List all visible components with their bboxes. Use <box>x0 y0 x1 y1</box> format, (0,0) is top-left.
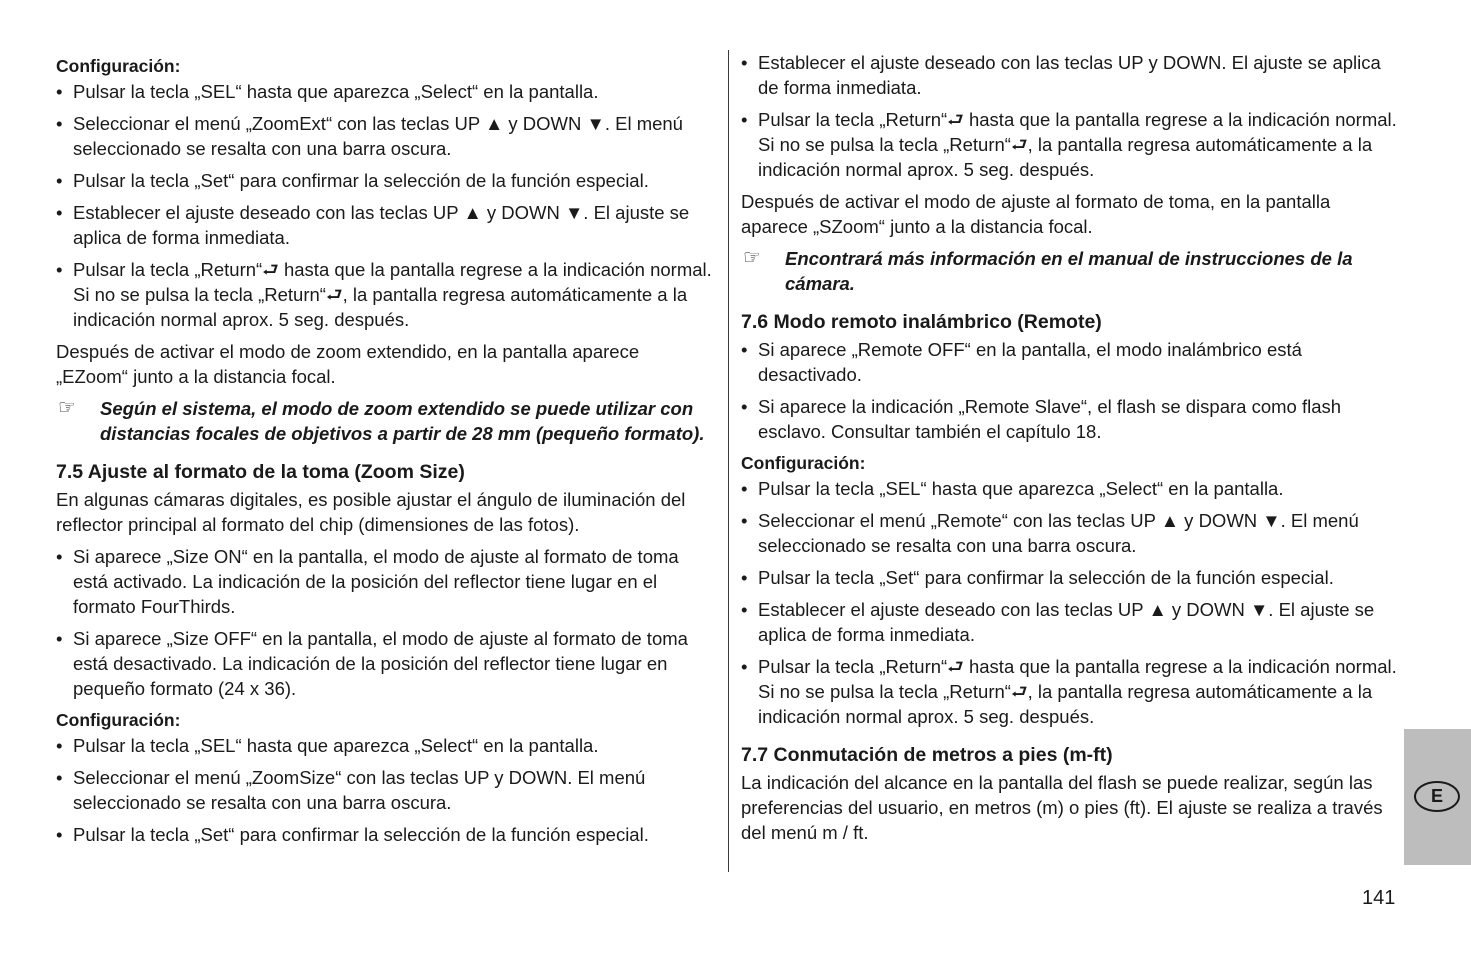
pointing-hand-icon: ☞ <box>743 247 761 269</box>
section-intro-7-5: En algunas cámaras digitales, es posible ajustar el ángulo de iluminación del reflector principal al formato del chip (dimensiones de las fotos). <box>56 489 686 535</box>
right-column <box>741 50 1401 852</box>
list-item: • Pulsar la tecla „SEL“ hasta que aparezca „Select“ en la pantalla. <box>56 733 716 758</box>
list-item: • Si aparece la indicación „Remote Slave“, el flash se dispara como flash esclavo. Consultar también el capítulo 18. <box>741 394 1401 444</box>
note-block <box>56 396 716 446</box>
list-item: • Seleccionar el menú „ZoomExt“ con las teclas UP ▲ y DOWN ▼. El menú seleccionado se resalta con una barra oscura. <box>56 111 716 161</box>
list-item: • Si aparece „Size ON“ en la pantalla, el modo de ajuste al formato de toma está activado. La indicación de la posición del reflector tiene lugar en el formato FourThirds. <box>56 544 716 619</box>
pointing-hand-icon: ☞ <box>58 397 76 419</box>
list-item: • Pulsar la tecla „Return“⮐ hasta que la pantalla regrese a la indicación normal. Si no se pulsa la tecla „Return“⮐, la pantalla regresa automáticamente a la indicación normal aprox. 5 seg. después. <box>741 654 1401 729</box>
config-label: Configuración: <box>56 56 181 76</box>
config-label: Configuración: <box>741 453 866 473</box>
config-steps-zoomsize-continued <box>741 50 1401 182</box>
list-item: • Pulsar la tecla „Return“⮐ hasta que la pantalla regrese a la indicación normal. Si no se pulsa la tecla „Return“⮐, la pantalla regresa automáticamente a la indicación normal aprox. 5 seg. después. <box>741 107 1401 182</box>
note-text: Encontrará más información en el manual de instrucciones de la cámara. <box>785 248 1353 294</box>
list-item: • Pulsar la tecla „Return“⮐ hasta que la pantalla regrese a la indicación normal. Si no se pulsa la tecla „Return“⮐, la pantalla regresa automáticamente a la indicación normal aprox. 5 seg. después. <box>56 257 716 332</box>
list-item: • Pulsar la tecla „SEL“ hasta que aparezca „Select“ en la pantalla. <box>56 79 716 104</box>
section-heading-7-5: 7.5 Ajuste al formato de la toma (Zoom Size) <box>56 461 465 483</box>
remote-states <box>741 337 1401 444</box>
config-steps-zoomsize <box>56 733 716 847</box>
note-text: Según el sistema, el modo de zoom extendido se puede utilizar con distancias focales de objetivos a partir de 28 mm (pequeño formato). <box>100 398 705 444</box>
list-item: • Establecer el ajuste deseado con las teclas UP y DOWN. El ajuste se aplica de forma inmediata. <box>741 50 1401 100</box>
language-tab <box>1404 729 1471 865</box>
config-steps-remote <box>741 476 1401 729</box>
zoomsize-result-text: Después de activar el modo de ajuste al formato de toma, en la pantalla aparece „SZoom“ junto a la distancia focal. <box>741 191 1331 237</box>
list-item: • Pulsar la tecla „Set“ para confirmar la selección de la función especial. <box>56 822 716 847</box>
left-column <box>56 50 716 854</box>
list-item: • Pulsar la tecla „SEL“ hasta que aparezca „Select“ en la pantalla. <box>741 476 1401 501</box>
zoomext-result-text: Después de activar el modo de zoom extendido, en la pantalla aparece „EZoom“ junto a la distancia focal. <box>56 341 640 387</box>
list-item: • Si aparece „Remote OFF“ en la pantalla, el modo inalámbrico está desactivado. <box>741 337 1401 387</box>
list-item: • Pulsar la tecla „Set“ para confirmar la selección de la función especial. <box>56 168 716 193</box>
language-badge: E <box>1414 781 1460 812</box>
config-label: Configuración: <box>56 710 181 730</box>
list-item: • Establecer el ajuste deseado con las teclas UP ▲ y DOWN ▼. El ajuste se aplica de forma inmediata. <box>56 200 716 250</box>
zoom-size-states <box>56 544 716 701</box>
list-item: • Si aparece „Size OFF“ en la pantalla, el modo de ajuste al formato de toma está desactivado. La indicación de la posición del reflector tiene lugar en pequeño formato (24 x 36). <box>56 626 716 701</box>
config-steps-zoomext <box>56 79 716 332</box>
list-item: • Establecer el ajuste deseado con las teclas UP ▲ y DOWN ▼. El ajuste se aplica de forma inmediata. <box>741 597 1401 647</box>
note-block <box>741 246 1401 296</box>
section-text-7-7: La indicación del alcance en la pantalla del flash se puede realizar, según las preferencias del usuario, en metros (m) o pies (ft). El ajuste se realiza a través del menú m / ft. <box>741 772 1383 843</box>
list-item: • Pulsar la tecla „Set“ para confirmar la selección de la función especial. <box>741 565 1401 590</box>
column-divider <box>728 50 729 872</box>
section-heading-7-6: 7.6 Modo remoto inalámbrico (Remote) <box>741 311 1102 333</box>
page-number: 141 <box>1362 887 1396 909</box>
section-heading-7-7: 7.7 Conmutación de metros a pies (m-ft) <box>741 744 1113 766</box>
list-item: • Seleccionar el menú „ZoomSize“ con las teclas UP y DOWN. El menú seleccionado se resalta con una barra oscura. <box>56 765 716 815</box>
list-item: • Seleccionar el menú „Remote“ con las teclas UP ▲ y DOWN ▼. El menú seleccionado se resalta con una barra oscura. <box>741 508 1401 558</box>
